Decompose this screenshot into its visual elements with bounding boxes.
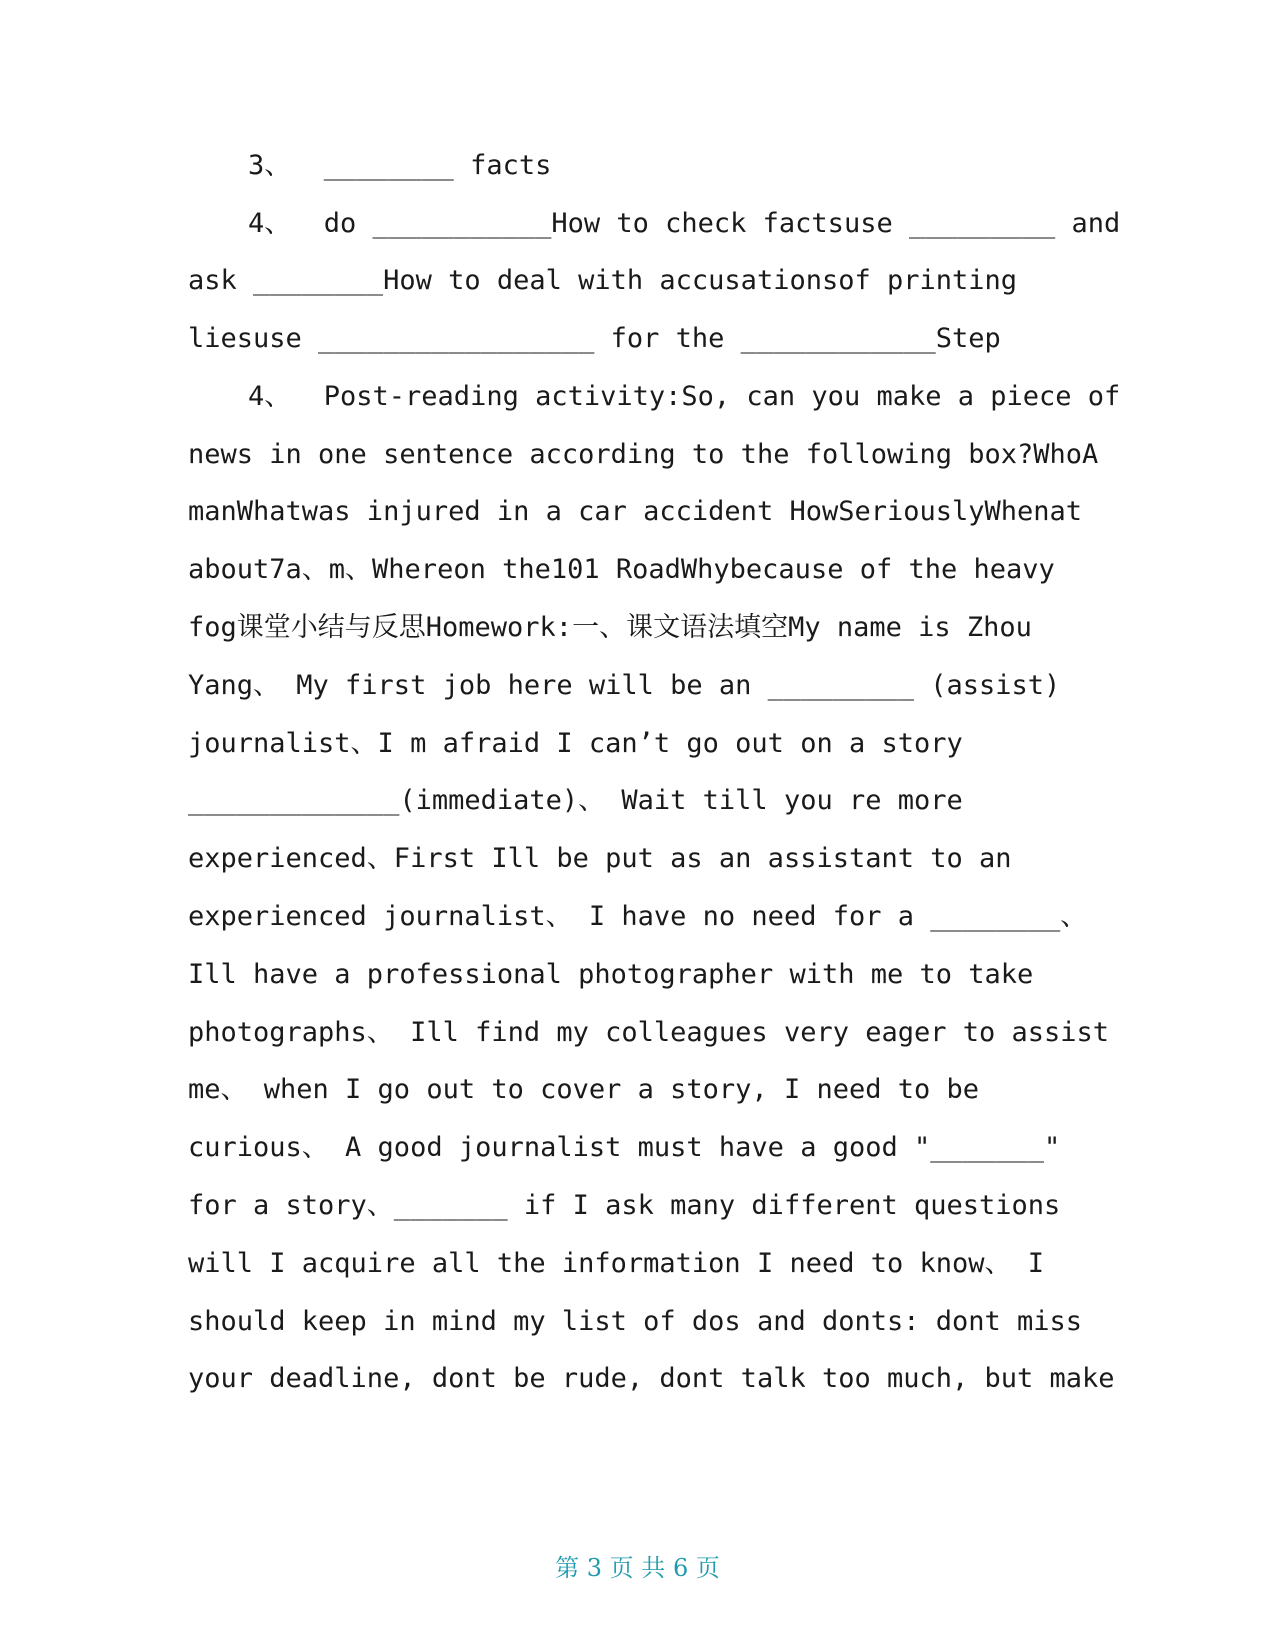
text-line-10: Yang、 My first job here will be an _________ (assist) xyxy=(188,670,1061,701)
text-line-14: experienced journalist、 I have no need for a ________、 xyxy=(188,901,1088,932)
text-line-13: experienced、First Ill be put as an assistant to an xyxy=(188,843,1012,874)
text-line-21: should keep in mind my list of dos and donts: dont miss xyxy=(188,1306,1083,1337)
text-line-22: your deadline, dont be rude, dont talk too much, but make xyxy=(188,1363,1115,1394)
page-number-footer: 第 3 页 共 6 页 xyxy=(555,1554,720,1582)
text-line-7: manWhatwas injured in a car accident HowSeriouslyWhenat xyxy=(188,496,1083,527)
text-line-12: _____________(immediate)、 Wait till you re more xyxy=(188,785,963,816)
text-line-2: 4、 do ___________How to check factsuse _________ and xyxy=(248,208,1121,239)
text-line-17: me、 when I go out to cover a story, I need to be xyxy=(188,1074,980,1105)
text-line-4: liesuse _________________ for the ____________Step xyxy=(188,323,1001,354)
text-line-6: news in one sentence according to the following box?WhoA xyxy=(188,439,1099,470)
text-line-9: fog课堂小结与反思Homework:一、课文语法填空My name is Zhou xyxy=(188,612,1032,643)
text-line-8: about7a、m、Whereon the101 RoadWhybecause of the heavy xyxy=(188,554,1055,585)
text-line-11: journalist、I m afraid I can’t go out on a story xyxy=(188,728,963,759)
text-line-1: 3、 ________ facts xyxy=(248,150,552,181)
text-line-3: ask ________How to deal with accusationsof printing xyxy=(188,265,1018,296)
text-line-5: 4、 Post-reading activity:So, can you make a piece of xyxy=(248,381,1121,412)
text-line-20: will I acquire all the information I need to know、 I xyxy=(188,1248,1045,1279)
text-line-15: Ill have a professional photographer with me to take xyxy=(188,959,1034,990)
text-line-16: photographs、 Ill find my colleagues very eager to assist xyxy=(188,1017,1110,1048)
text-line-18: curious、 A good journalist must have a good "_______" xyxy=(188,1132,1061,1163)
text-line-19: for a story、_______ if I ask many different questions xyxy=(188,1190,1061,1221)
